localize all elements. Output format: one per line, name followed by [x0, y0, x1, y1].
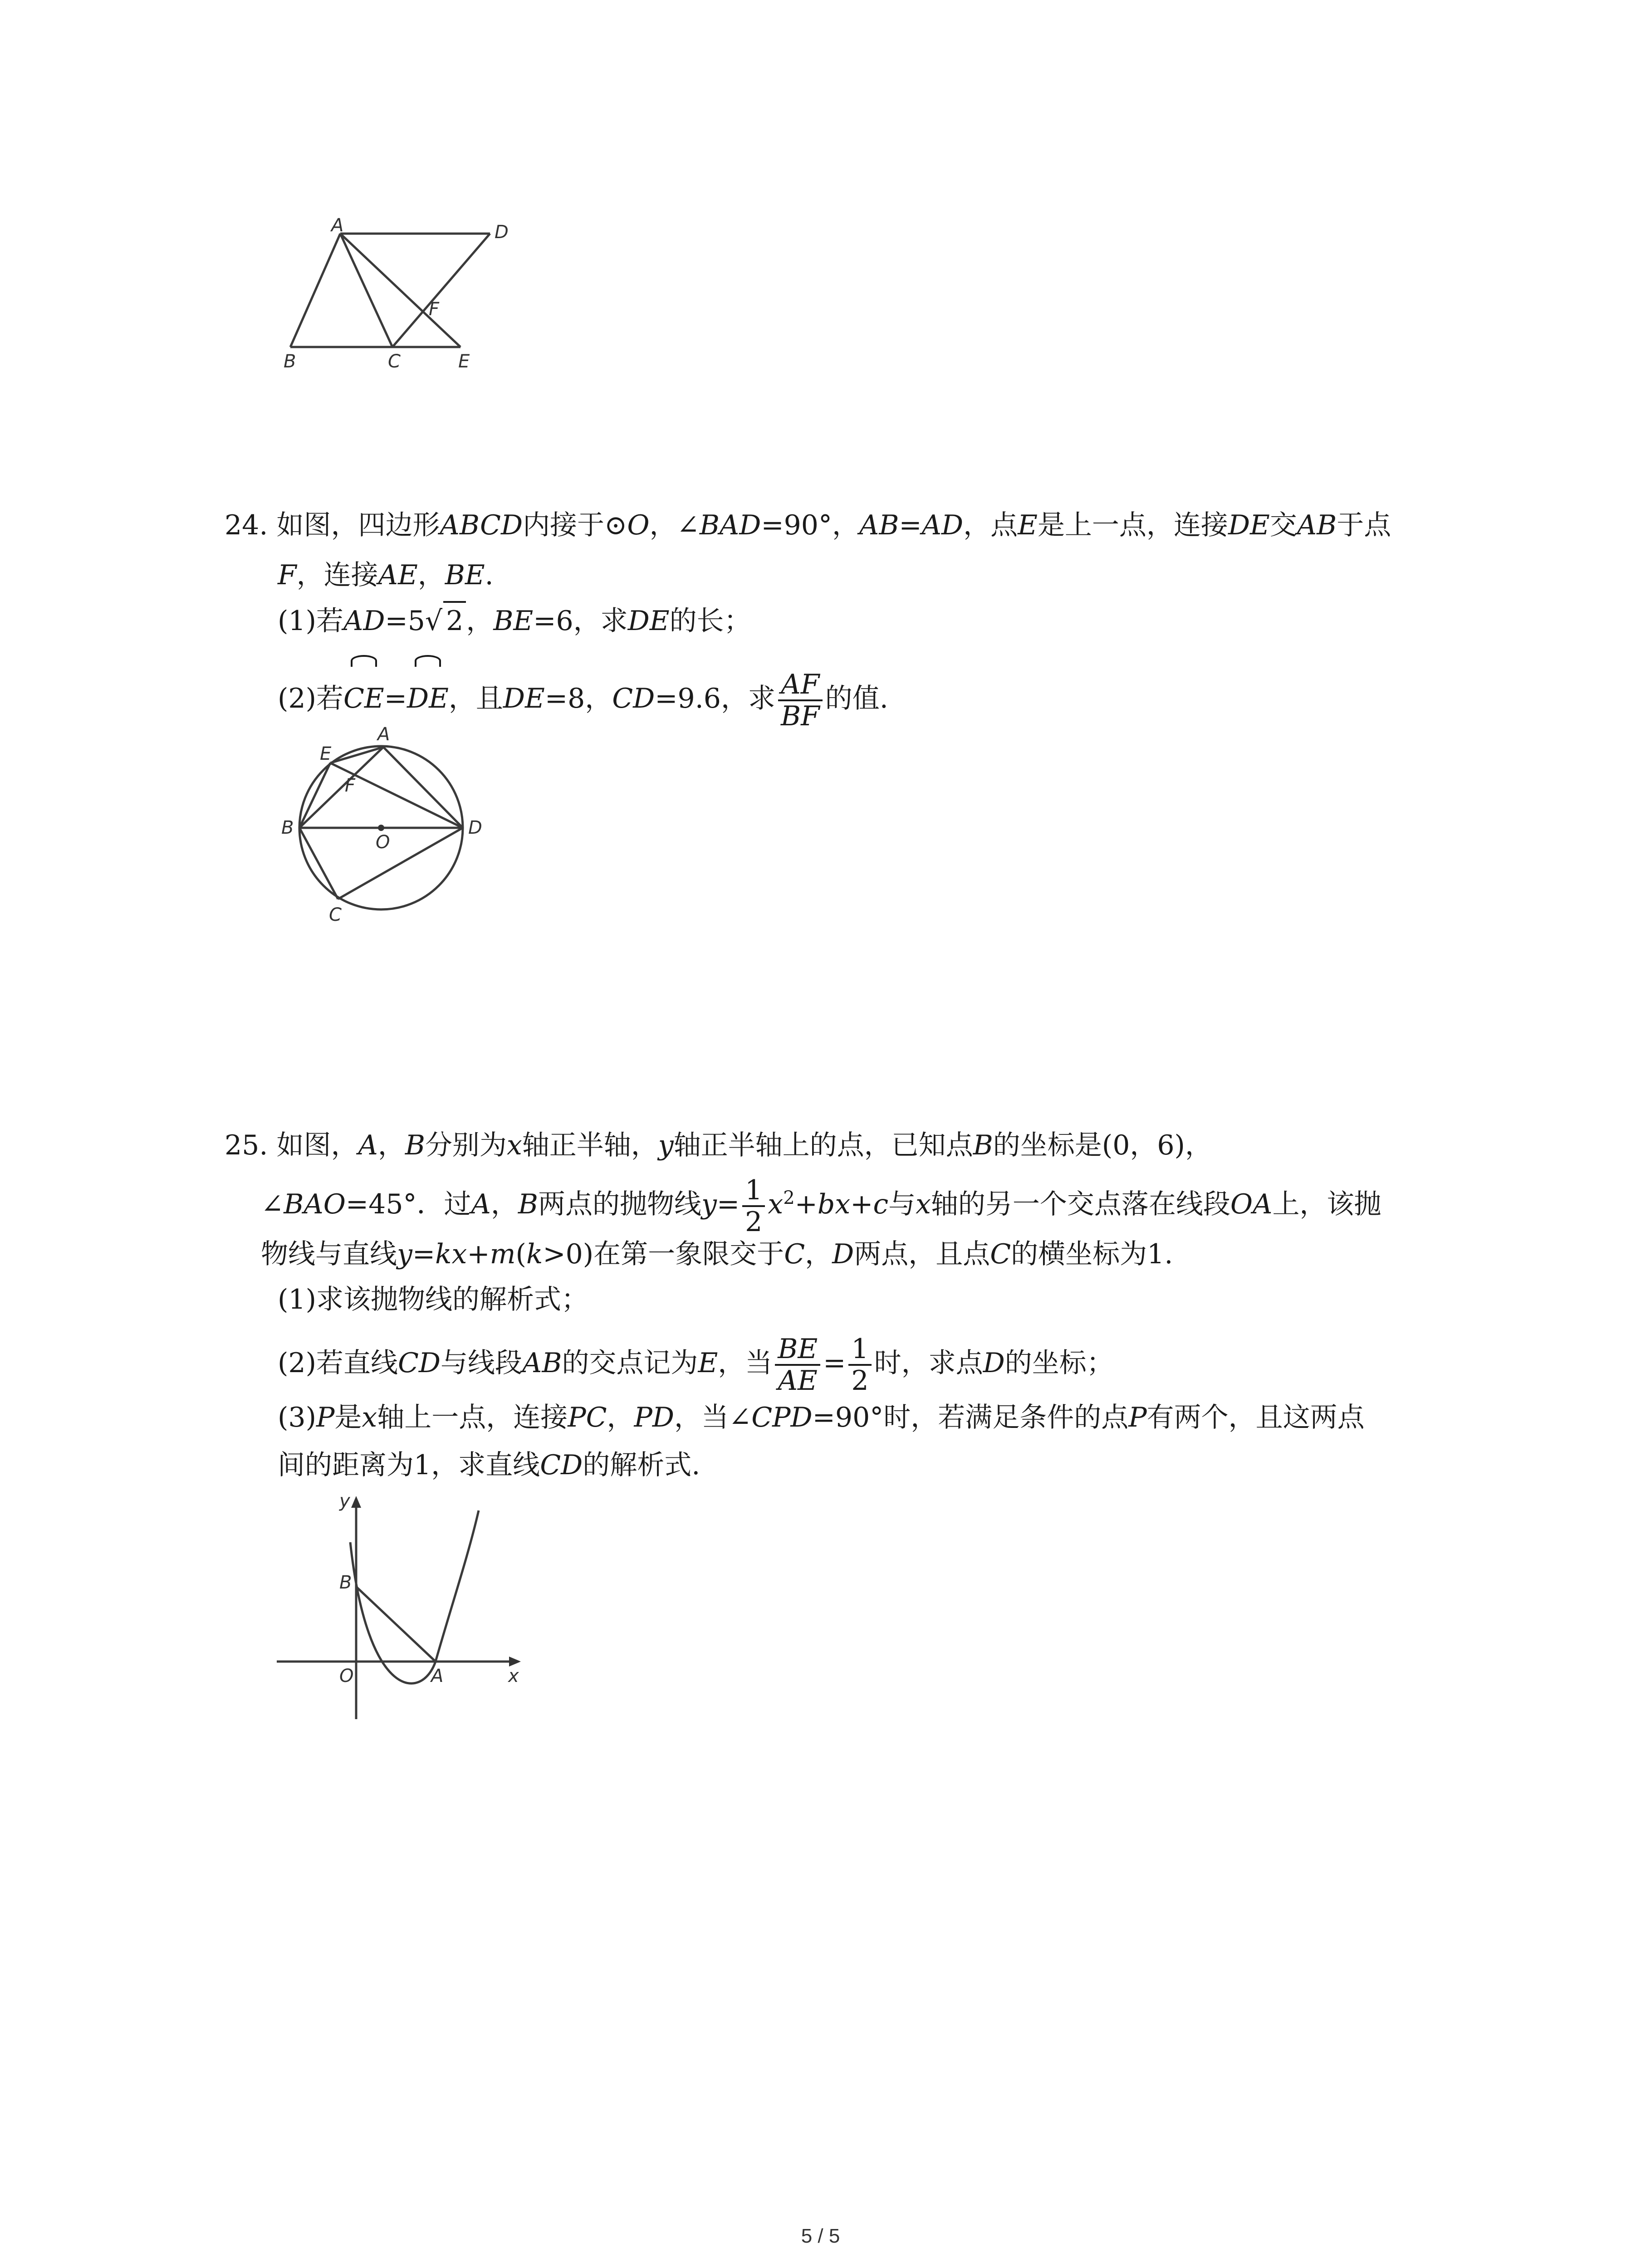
- label-D: D: [495, 222, 509, 243]
- q24-line1: 24. 如图，四边形ABCD内接于⊙O，∠BAD=90°，AB=AD，点E是上一点，连接DE交AB于点: [225, 509, 1391, 541]
- label-A: A: [377, 724, 390, 745]
- q24-sub2: (2)若CE=DE，且DE=8，CD=9.6，求 $\frac{AF}{BF}$ 的值.: [278, 667, 888, 731]
- y-axis-arrow: [351, 1496, 361, 1508]
- label-B: B: [339, 1572, 352, 1593]
- label-A: A: [331, 218, 344, 236]
- parallelogram-lines: [290, 234, 490, 347]
- figure-circle: [272, 721, 499, 930]
- label-A: A: [431, 1666, 444, 1686]
- label-F: F: [429, 299, 440, 320]
- label-x: x: [508, 1666, 519, 1686]
- fraction-one-half-2: $\frac{1}{2}$: [848, 1334, 871, 1396]
- q24-line2: F，连接AE，BE.: [278, 559, 494, 591]
- q25-line3: 物线与直线y=kx+m(k>0)在第一象限交于C，D两点，且点C的横坐标为1.: [261, 1238, 1173, 1270]
- q25-sub2: (2)若直线CD与线段AB的交点记为E，当 $\frac{BE}{AE}$ = $\frac{1}{2}$ 时，求点D的坐标；: [278, 1333, 1114, 1397]
- label-D: D: [468, 817, 482, 838]
- q25-line1: 25. 如图，A，B分别为x轴正半轴，y轴正半轴上的点，已知点B的坐标是(0，6)，: [225, 1129, 1212, 1161]
- center-dot: [378, 825, 384, 831]
- label-y: y: [339, 1491, 350, 1511]
- q24-sub1: (1)若AD=5√ 2 ，BE=6，求DE的长；: [278, 601, 751, 639]
- sqrt-sign: √: [425, 605, 443, 637]
- label-E: E: [458, 351, 470, 372]
- label-C: C: [388, 351, 401, 372]
- figure-parallelogram: [272, 218, 526, 372]
- fraction-AF-BF: $\frac{AF}{BF}$: [778, 670, 823, 731]
- page-number: 5 / 5: [801, 2225, 840, 2247]
- label-C: C: [329, 904, 342, 925]
- fraction-BE-AE: $\frac{BE}{AE}$: [775, 1334, 820, 1396]
- q25-sub3-line2: 间的距离为1，求直线CD的解析式.: [278, 1449, 700, 1481]
- label-F: F: [345, 775, 356, 796]
- x-axis-arrow: [509, 1657, 521, 1667]
- q25-sub1: (1)求该抛物线的解析式；: [278, 1284, 588, 1315]
- parabola-curve: [350, 1510, 479, 1683]
- figure-parabola: [272, 1488, 526, 1724]
- segment-AB: [356, 1587, 436, 1662]
- arc-CE: CE: [343, 667, 384, 730]
- label-B: B: [281, 817, 294, 838]
- label-O: O: [376, 832, 390, 853]
- label-O: O: [339, 1666, 354, 1686]
- q25-sub3-line1: (3)P是x轴上一点，连接PC，PD，当∠CPD=90°时，若满足条件的点P有两个，且这两点: [278, 1402, 1365, 1433]
- arc-DE: DE: [407, 667, 449, 730]
- label-B: B: [284, 351, 296, 372]
- label-E: E: [320, 743, 332, 764]
- fraction-one-half: $\frac{1}{2}$: [742, 1175, 765, 1237]
- q25-line2: ∠BAO=45°．过A，B两点的抛物线y= $\frac{1}{2}$ $x^2+bx+c$与x轴的另一个交点落在线段OA上，该抛: [261, 1174, 1381, 1238]
